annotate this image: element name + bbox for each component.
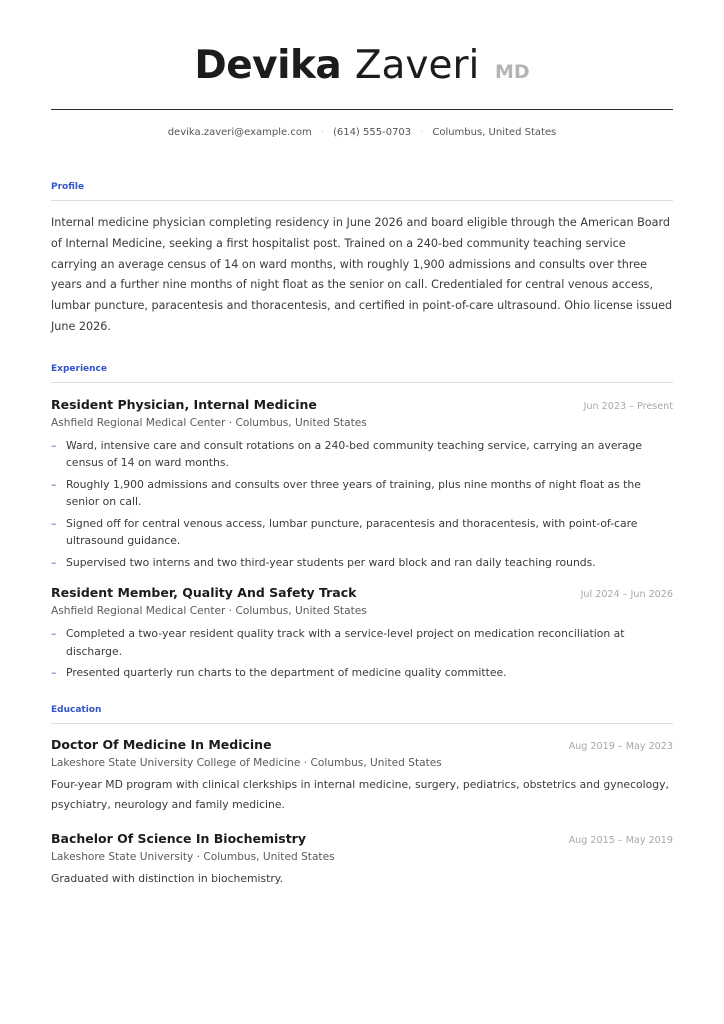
job-dates: Jun 2023 – Present — [583, 400, 673, 412]
credential: MD — [494, 61, 530, 83]
contact-separator: · — [420, 127, 424, 138]
experience-entry — [51, 584, 673, 682]
section-divider — [51, 200, 673, 201]
candidate-name — [51, 0, 673, 88]
section-heading-experience: Experience — [51, 363, 107, 374]
degree-description: Graduated with distinction in biochemistry. — [51, 871, 284, 885]
contact-separator: · — [320, 127, 324, 138]
bullet-item: – Ward, intensive care and consult rotations on a 240-bed community teaching service, carrying an average census of 14 on ward months. — [51, 438, 643, 470]
dash-icon: – — [51, 555, 57, 569]
job-organization: Ashfield Regional Medical Center · Columbus, United States — [51, 605, 367, 618]
dash-icon: – — [51, 627, 57, 641]
job-bullets — [51, 625, 673, 682]
experience-entry — [51, 396, 673, 572]
bullet-item: – Signed off for central venous access, lumbar puncture, paracentesis and thoracentesis, with point-of-care ultrasound guidance. — [51, 516, 638, 548]
school-name: Lakeshore State University · Columbus, United States — [51, 850, 335, 863]
education-entry — [51, 736, 673, 816]
dash-icon: – — [51, 477, 57, 491]
contact-line — [51, 126, 673, 140]
section-heading-education: Education — [51, 704, 102, 715]
job-bullets — [51, 437, 673, 572]
last-name: Zaveri — [354, 43, 480, 88]
section-heading-profile: Profile — [51, 182, 85, 192]
education-entry — [51, 830, 673, 890]
degree-title: Doctor Of Medicine In Medicine — [51, 736, 272, 752]
degree-dates: Aug 2015 – May 2019 — [568, 834, 673, 846]
section-divider — [51, 723, 673, 724]
phone-number[interactable]: (614) 555-0703 — [332, 127, 412, 138]
bullet-item: – Presented quarterly run charts to the department of medicine quality committee. — [51, 664, 673, 682]
bullet-item: – Roughly 1,900 admissions and consults over three years of training, plus nine months of night float as the senior on call. — [51, 477, 641, 509]
dash-icon: – — [51, 516, 57, 530]
degree-description: Four-year MD program with clinical clerkships in internal medicine, surgery, pediatrics, obstetrics and gynecology, psychiatry, neurology and family medicine. — [51, 777, 669, 812]
dash-icon: – — [51, 666, 57, 680]
location: Columbus, United States — [432, 127, 557, 138]
school-name: Lakeshore State University College of Medicine · Columbus, United States — [51, 756, 442, 769]
dash-icon: – — [51, 438, 57, 452]
degree-dates: Aug 2019 – May 2023 — [568, 740, 673, 752]
first-name: Devika — [194, 43, 342, 88]
bullet-item: – Completed a two-year resident quality track with a service-level project on medication reconciliation at discharge. — [51, 627, 625, 658]
profile-text: Internal medicine physician completing residency in June 2026 and board eligible through the American Board of Internal Medicine, seeking a first hospitalist post. Trained on a 240-bed community teaching service carrying an average census of 14 on ward months, with roughly 1,900 admissions and consults over three years and a further nine months of night float as the senior on call. Credentialed for central venous access, lumbar puncture, paracentesis and thoracentesis, and certified in point-of-care ultrasound. Ohio license issued June 2026. — [51, 216, 673, 333]
job-title: Resident Member, Quality And Safety Track — [51, 585, 357, 601]
email-link[interactable]: devika.zaveri@example.com — [167, 127, 312, 138]
bullet-item: – Supervised two interns and two third-year students per ward block and ran daily teaching rounds. — [51, 554, 673, 572]
degree-title: Bachelor Of Science In Biochemistry — [51, 830, 306, 846]
header-divider — [51, 109, 673, 110]
job-title: Resident Physician, Internal Medicine — [51, 396, 317, 412]
job-dates: Jul 2024 – Jun 2026 — [580, 589, 673, 601]
job-organization: Ashfield Regional Medical Center · Columbus, United States — [51, 416, 367, 429]
section-divider — [51, 382, 673, 383]
